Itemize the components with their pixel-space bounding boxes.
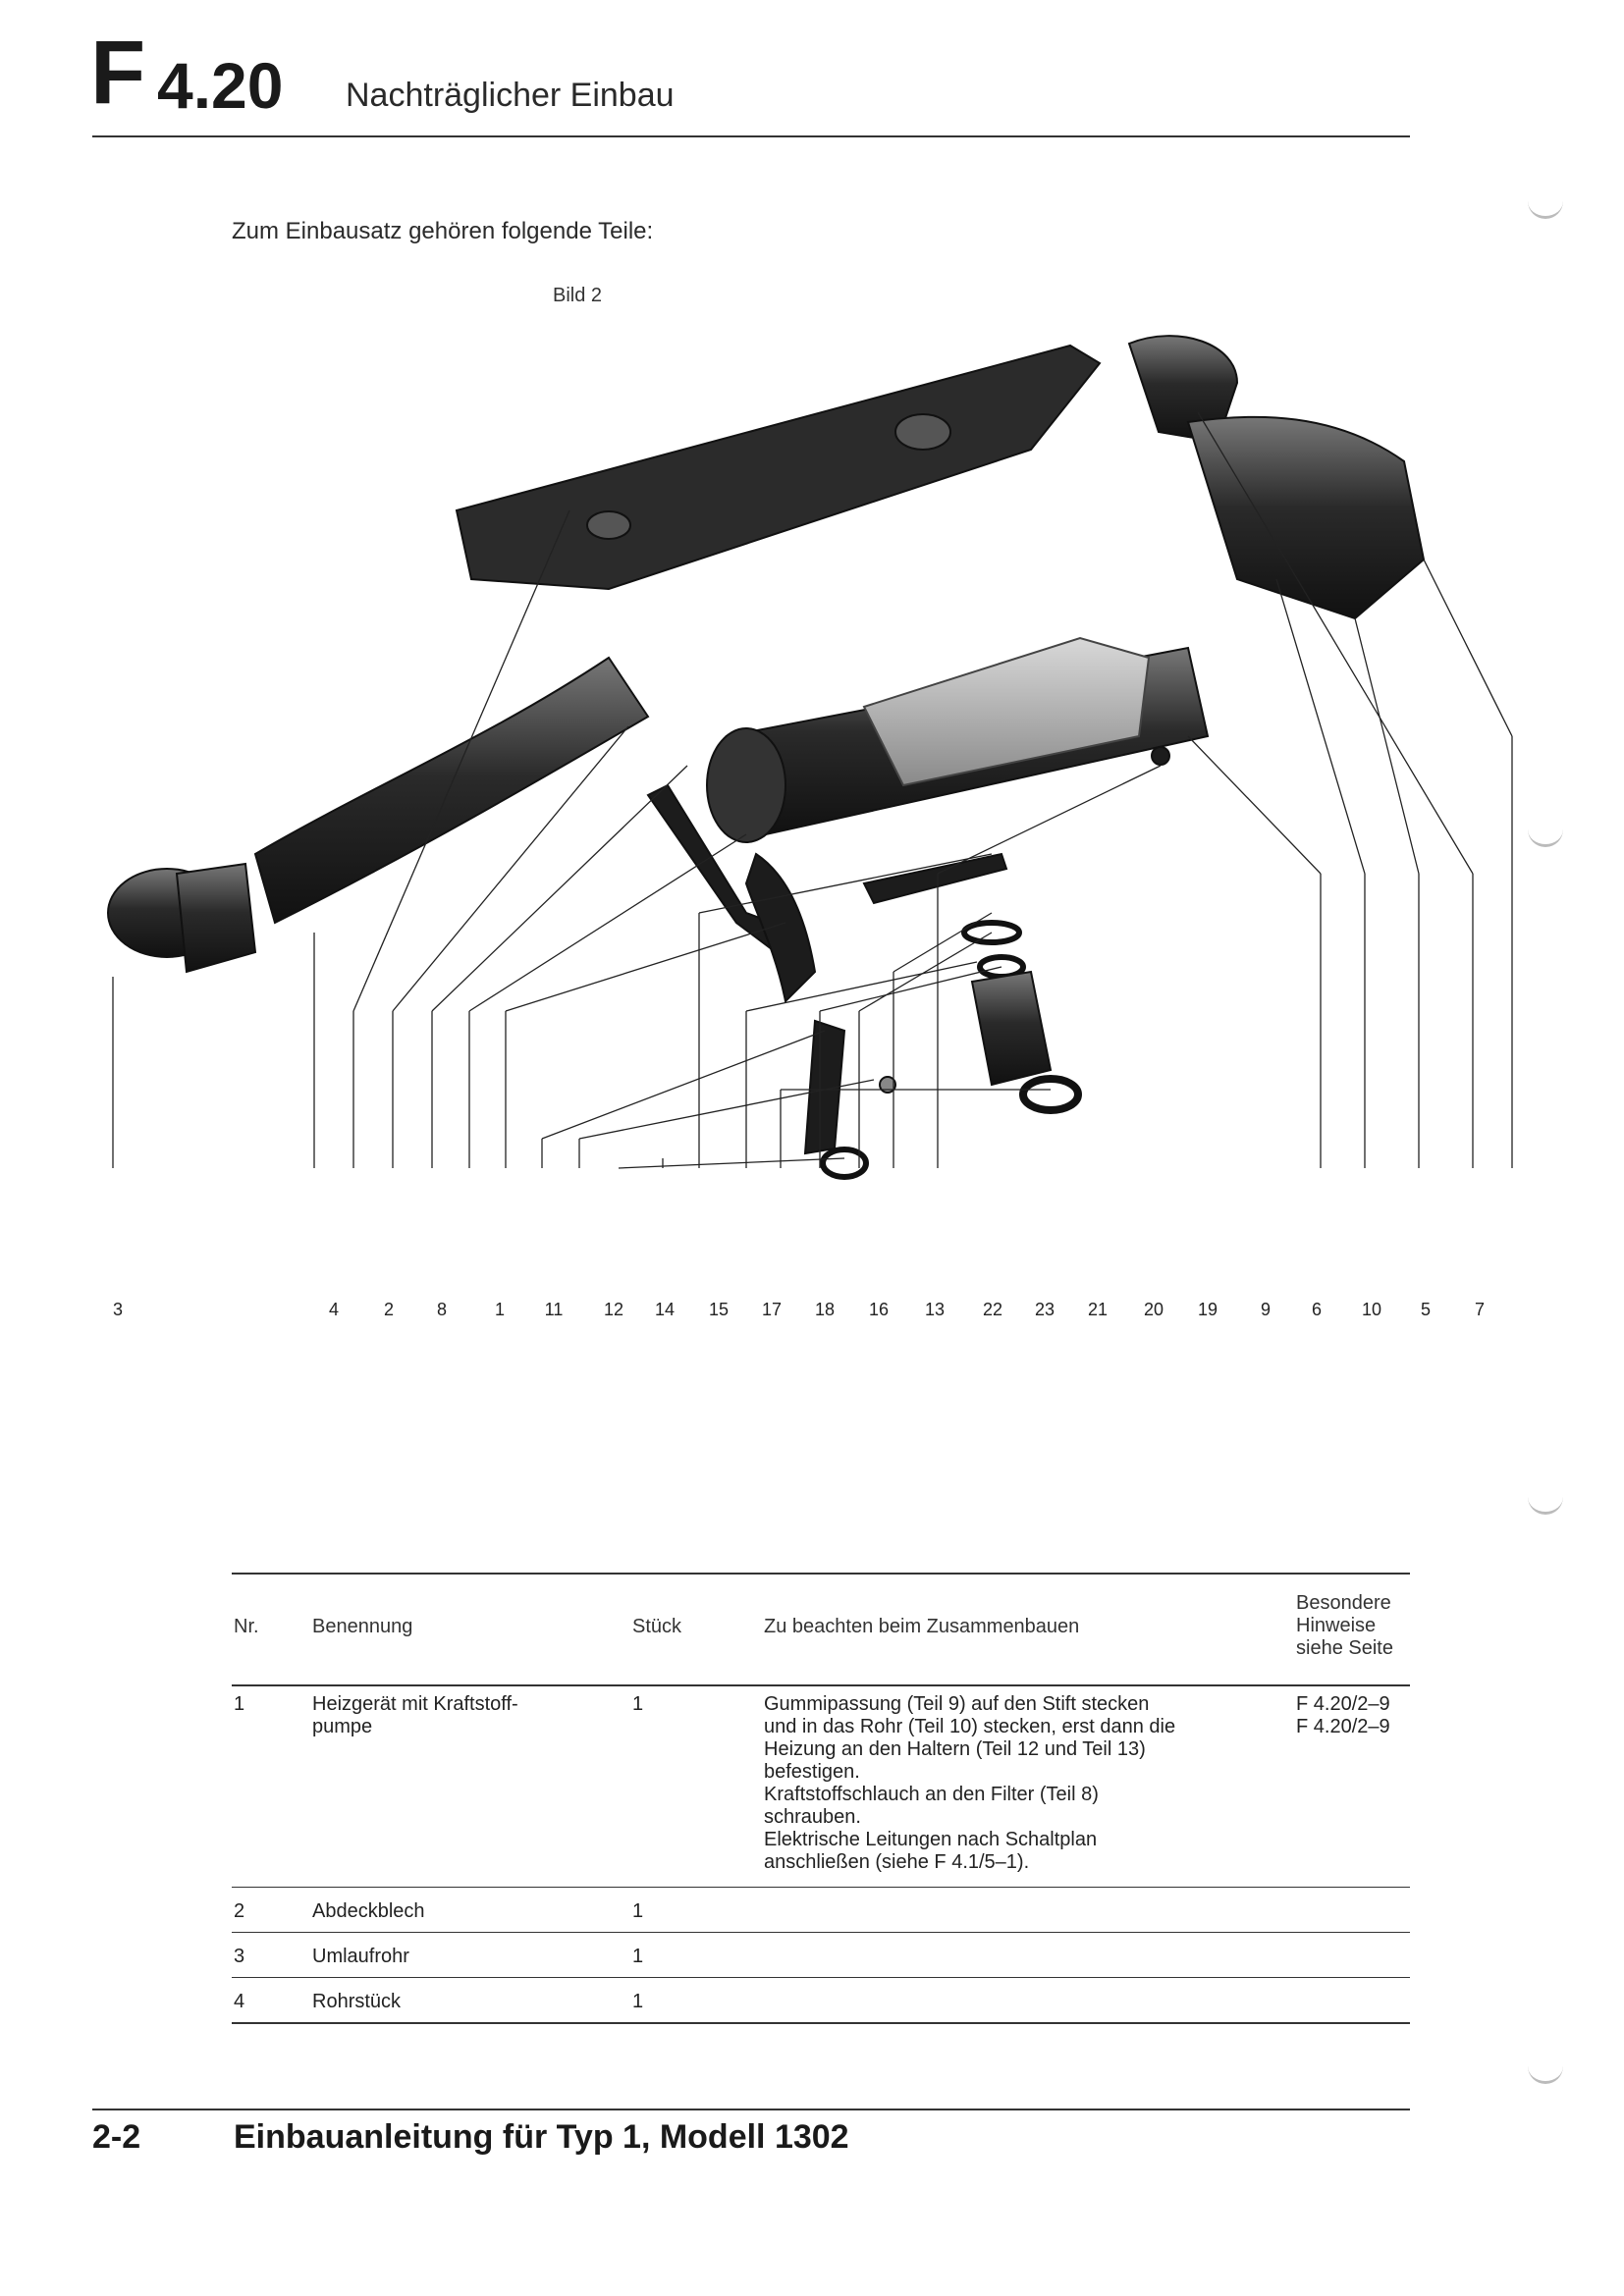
figure-label: Bild 2 bbox=[553, 285, 603, 306]
col-header-zu-beachten: Zu beachten beim Zusammenbauen bbox=[764, 1616, 1080, 1637]
callout-19: 19 bbox=[1197, 1300, 1218, 1319]
callout-1: 1 bbox=[494, 1300, 506, 1319]
callout-8: 8 bbox=[436, 1300, 448, 1319]
cell-benennung: Abdeckblech bbox=[312, 1900, 425, 1922]
callout-22: 22 bbox=[982, 1300, 1003, 1319]
cell-nr: 2 bbox=[234, 1900, 245, 1922]
exploded-parts-drawing bbox=[59, 324, 1571, 1325]
callout-numbers bbox=[113, 1300, 1485, 1319]
col-header-nr: Nr. bbox=[234, 1616, 259, 1637]
row-rule bbox=[232, 1977, 1410, 1978]
cell-stueck: 1 bbox=[632, 1900, 644, 1922]
callout-23: 23 bbox=[1034, 1300, 1056, 1319]
callout-9: 9 bbox=[1260, 1300, 1272, 1319]
page-number: 2-2 bbox=[92, 2118, 141, 2156]
callout-18: 18 bbox=[814, 1300, 836, 1319]
page-title: Nachträglicher Einbau bbox=[346, 77, 675, 114]
callout-16: 16 bbox=[868, 1300, 890, 1319]
cell-nr: 1 bbox=[234, 1693, 245, 1715]
callout-4: 4 bbox=[328, 1300, 340, 1319]
col-header-stueck: Stück bbox=[632, 1616, 682, 1637]
callout-20: 20 bbox=[1143, 1300, 1164, 1319]
table-bottom-rule bbox=[232, 2022, 1410, 2024]
intro-text: Zum Einbausatz gehören folgende Teile: bbox=[232, 218, 654, 244]
parts-illustration bbox=[108, 336, 1424, 1177]
callout-21: 21 bbox=[1087, 1300, 1109, 1319]
cell-stueck: 1 bbox=[632, 1991, 644, 2012]
callout-3: 3 bbox=[112, 1300, 124, 1319]
callout-17: 17 bbox=[761, 1300, 783, 1319]
table-top-rule bbox=[232, 1573, 1410, 1575]
cell-hinweise: F 4.20/2–9 F 4.20/2–9 bbox=[1296, 1693, 1390, 1737]
binder-mark bbox=[1528, 2061, 1563, 2084]
cell-stueck: 1 bbox=[632, 1946, 644, 1967]
callout-13: 13 bbox=[924, 1300, 946, 1319]
callout-11: 11 bbox=[544, 1300, 564, 1319]
cell-stueck: 1 bbox=[632, 1693, 644, 1715]
cell-benennung: Heizgerät mit Kraftstoff- pumpe bbox=[312, 1693, 518, 1737]
callout-10: 10 bbox=[1361, 1300, 1382, 1319]
callout-12: 12 bbox=[603, 1300, 624, 1319]
cell-nr: 3 bbox=[234, 1946, 245, 1967]
row-rule bbox=[232, 1887, 1410, 1888]
section-code-letter: F bbox=[90, 23, 144, 123]
binder-mark bbox=[1528, 196, 1563, 219]
callout-2: 2 bbox=[383, 1300, 395, 1319]
callout-15: 15 bbox=[708, 1300, 730, 1319]
cell-benennung: Rohrstück bbox=[312, 1991, 402, 2012]
header-divider bbox=[92, 135, 1410, 137]
footer-title: Einbauanleitung für Typ 1, Modell 1302 bbox=[234, 2118, 849, 2156]
footer-divider bbox=[92, 2109, 1410, 2110]
cell-benennung: Umlaufrohr bbox=[312, 1946, 409, 1967]
callout-6: 6 bbox=[1311, 1300, 1323, 1319]
section-code-number: 4.20 bbox=[157, 49, 284, 122]
binder-mark bbox=[1528, 1492, 1563, 1515]
cell-zu-beachten: Gummipassung (Teil 9) auf den Stift stecken und in das Rohr (Teil 10) stecken, erst dann die Heizung an den Haltern (Teil 12 und Teil 13) befestigen. Kraftstoffschlauch an den Filter (Teil 8) schrauben. Elektrische Leitungen nach Schaltplan anschließen (siehe F 4.1/5–1). bbox=[764, 1693, 1176, 1873]
col-header-hinweise: Besondere Hinweise siehe Seite bbox=[1296, 1592, 1393, 1659]
col-header-benennung: Benennung bbox=[312, 1616, 413, 1637]
callout-5: 5 bbox=[1420, 1300, 1432, 1319]
cell-nr: 4 bbox=[234, 1991, 245, 2012]
callout-7: 7 bbox=[1474, 1300, 1486, 1319]
table-header-rule bbox=[232, 1684, 1410, 1686]
callout-14: 14 bbox=[654, 1300, 676, 1319]
row-rule bbox=[232, 1932, 1410, 1933]
